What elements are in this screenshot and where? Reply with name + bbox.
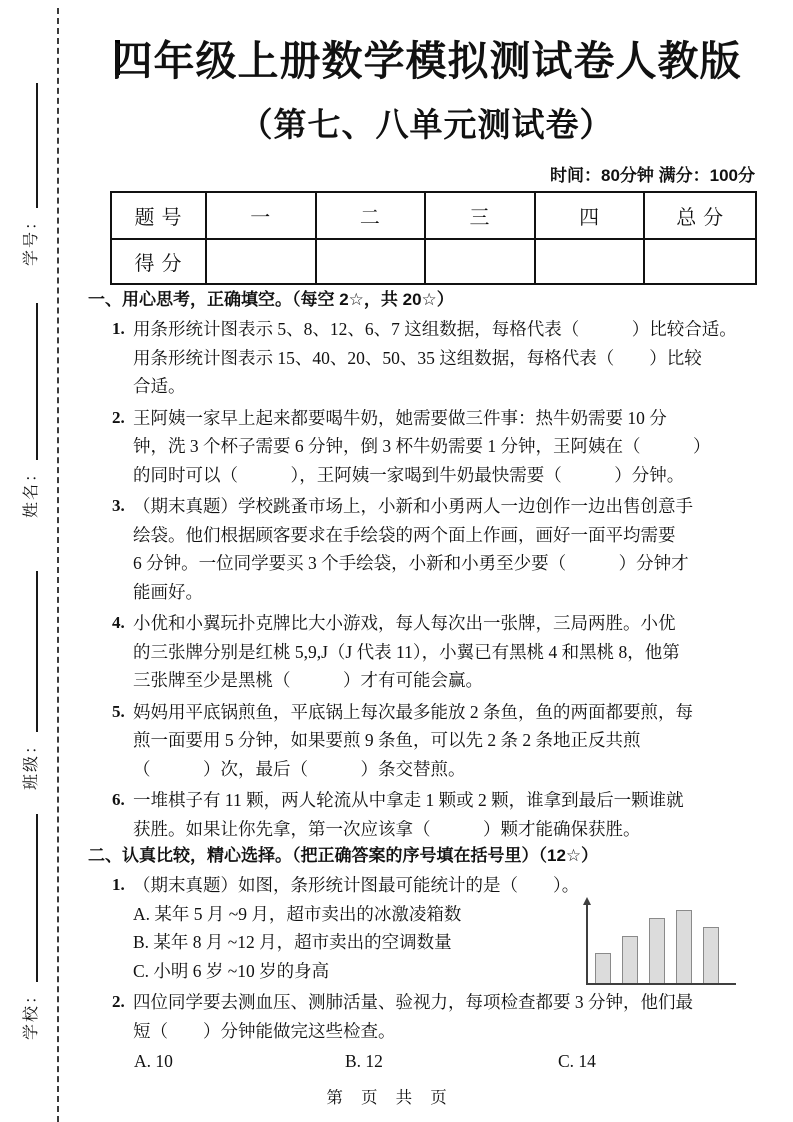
question-line: 小优和小翼玩扑克牌比大小游戏，每人每次出一张牌，三局两胜。小优 [133,613,676,633]
question-number: 3. [112,496,125,515]
chart-y-axis [586,904,588,985]
question-number: 4. [112,613,125,632]
question-line: 煎一面要用 5 分钟，如果要煎 9 条鱼，可以先 2 条 2 条地正反共煎 [133,730,641,750]
question-number: 1. [112,319,125,338]
question-line: 一堆棋子有 11 颗，两人轮流从中拿走 1 颗或 2 颗，谁拿到最后一颗谁就 [133,790,684,810]
choice-b: B. 12 [345,1051,383,1071]
question-line: 合适。 [133,376,186,396]
question-line: 6 分钟。一位同学要买 3 个手绘袋，小新和小勇至少要（ ）分钟才 [133,553,689,573]
question-line: （期末真题）学校跳蚤市场上，小新和小勇两人一边创作一边出售创意手 [133,496,693,516]
choice-c: C. 14 [558,1051,596,1071]
choice-question-2 [88,988,765,1045]
footer-page-label: 第 页 共 页 [326,1088,454,1107]
question-line: 能画好。 [133,581,203,602]
class-blank-line [36,571,38,732]
question-line: 用条形统计图表示 15、40、20、50、35 这组数据，每格代表（ ）比较 [133,347,702,368]
page-subtitle: （第七、八单元测试卷） [239,106,614,143]
score-table-header-cell: 二 [317,193,427,238]
question-2 [88,404,765,490]
chart-y-axis-arrow-icon [583,897,591,905]
question-line: 妈妈用平底锅煎鱼，平底锅上每次最多能放 2 条鱼，鱼的两面都要煎，每 [133,701,693,722]
option-b: B. 某年 8 月 ~12 月，超市卖出的空调数量 [133,932,452,952]
bar [703,927,719,983]
question-line: 三张牌至少是黑桃（ ）才有可能会赢。 [133,670,483,690]
student-id-label: 学号： [23,211,40,266]
score-table-header-cell: 四 [536,193,646,238]
section1-title: 一、用心思考，正确填空。（每空 2☆，共 20☆） [88,290,454,309]
name-label: 姓名： [23,463,40,518]
question-line: 的三张牌分别是红桃 5,9,J（J 代表 11），小翼已有黑桃 4 和黑桃 8，他第 [133,641,680,662]
question-line: （ ）次，最后（ ）条交替煎。 [133,758,466,779]
question-line: 的同时可以（ ），王阿姨一家喝到牛奶最快需要（ ）分钟。 [133,464,685,485]
question-line: （期末真题）如图，条形统计图最可能统计的是（ ）。 [133,875,580,895]
student-id-blank-line [36,83,38,208]
bar [622,936,638,983]
bar [676,910,692,983]
school-blank-line [36,814,38,982]
side-field-student-id [17,83,41,266]
school-label: 学校： [23,985,40,1040]
question-line: 王阿姨一家早上起来都要喝牛奶，她需要做三件事：热牛奶需要 10 分 [133,407,667,428]
question-number: 2. [112,407,125,427]
exam-meta: 时间：80分钟 满分：100分 [550,166,755,185]
question-number: 5. [112,701,125,721]
question-number: 6. [112,790,125,809]
question-line: 短（ ）分钟能做完这些检查。 [133,1020,396,1041]
option-c: C. 小明 6 岁 ~10 岁的身高 [133,960,330,981]
question-line: 四位同学要去测血压、测肺活量、验视力，每项检查都要 3 分钟，他们最 [133,992,693,1012]
bar [595,953,611,983]
bar-chart [586,902,736,985]
question-line: 钟，洗 3 个杯子需要 6 分钟，倒 3 杯牛奶需要 1 分钟，王阿姨在（ ） [133,436,711,456]
side-field-school [17,814,41,1040]
chart-x-axis [586,983,736,985]
page-title: 四年级上册数学模拟测试卷人教版 [111,38,742,84]
score-table [110,191,757,285]
bar-chart-bars [595,910,736,983]
score-table-row-label: 得 分 [112,238,207,283]
question-number: 2. [112,992,125,1011]
question-6 [88,786,765,843]
score-table-header-cell: 题 号 [112,193,207,238]
question-line: 用条形统计图表示 5、8、12、6、7 这组数据，每格代表（ ）比较合适。 [133,319,737,339]
section-fill-in-blanks [88,287,765,843]
side-field-name [17,303,41,518]
name-blank-line [36,303,38,460]
question-number: 1. [112,875,125,894]
score-table-header-cell: 三 [426,193,536,238]
option-a: A. 某年 5 月 ~9 月，超市卖出的冰激凌箱数 [133,903,462,924]
score-input-cell [536,238,646,283]
question-line: 获胜。如果让你先拿，第一次应该拿（ ）颗才能确保获胜。 [133,818,641,839]
binding-dashed-line [57,8,59,1122]
score-table-header-cell: 总 分 [676,207,725,229]
score-input-cell [645,238,755,283]
score-input-cell [317,238,427,283]
side-field-class [17,571,41,790]
score-input-cell [207,238,317,283]
question-4 [88,609,765,695]
question-line: 绘袋。他们根据顾客要求在手绘袋的两个面上作画，画好一面平均需要 [133,524,676,545]
question-5 [88,698,765,784]
score-table-header-cell: 一 [207,193,317,238]
question-3 [88,492,765,606]
class-label: 班级： [23,735,40,790]
bar [649,918,665,983]
choice-answer-row [88,1047,765,1076]
score-input-cell [426,238,536,283]
choice-a: A. 10 [134,1051,173,1071]
question-1 [88,315,765,401]
section2-title: 二、认真比较，精心选择。（把正确答案的序号填在括号里）（12☆） [88,846,599,865]
